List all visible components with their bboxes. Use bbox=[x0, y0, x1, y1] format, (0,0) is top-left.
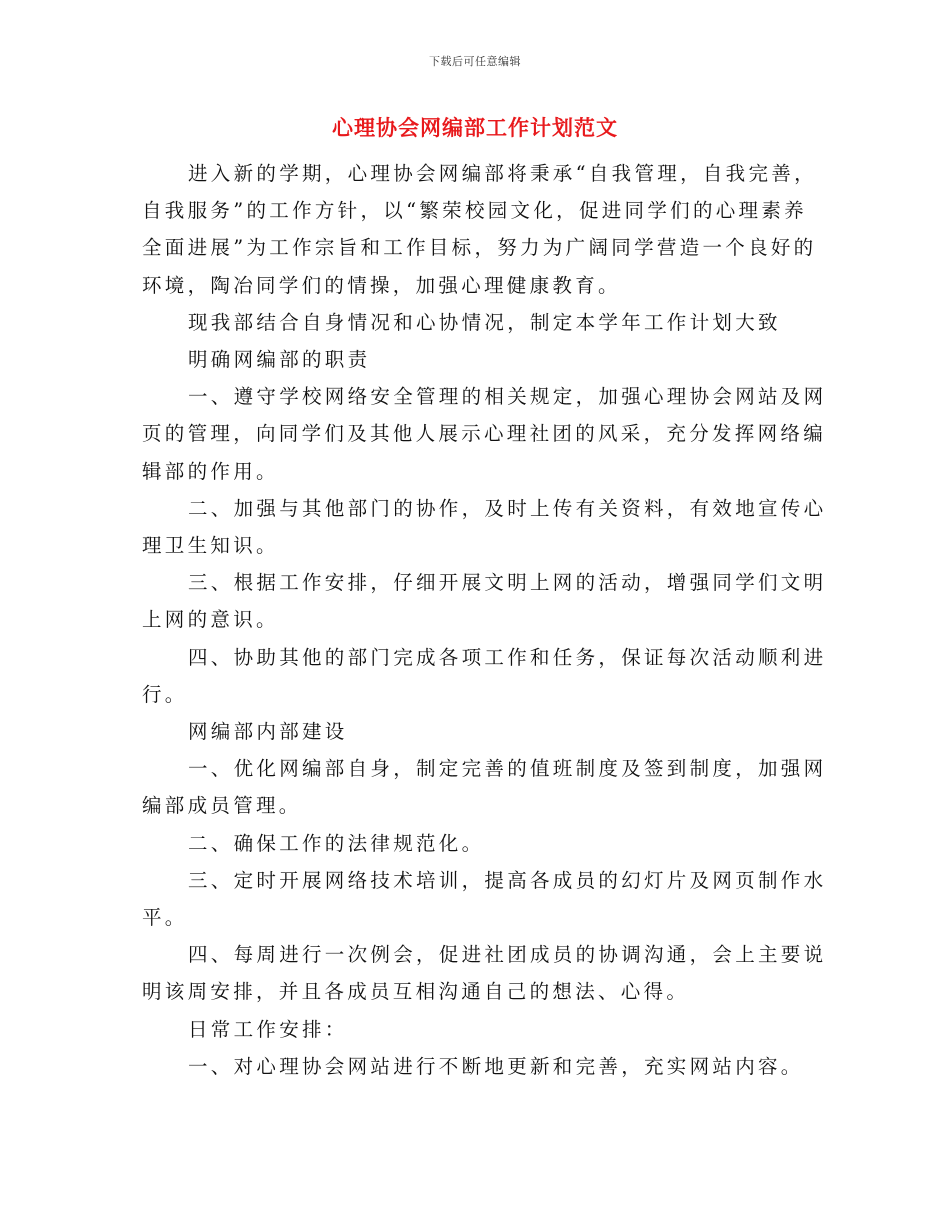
paragraph-line: 四、协助其他的部门完成各项工作和任务，保证每次活动顺利进 bbox=[188, 645, 827, 669]
document-body bbox=[142, 155, 827, 1085]
paragraph bbox=[142, 341, 798, 378]
paragraph bbox=[142, 564, 827, 638]
paragraph bbox=[142, 825, 798, 862]
paragraph-line: 一、优化网编部自身，制定完善的值班制度及签到制度，加强网 bbox=[188, 757, 827, 781]
paragraph bbox=[142, 304, 798, 341]
paragraph bbox=[142, 155, 817, 304]
paragraph-line: 平。 bbox=[142, 906, 188, 930]
paragraph-line: 网编部内部建设 bbox=[188, 720, 348, 744]
paragraph bbox=[142, 378, 827, 490]
paragraph-line: 辑部的作用。 bbox=[142, 459, 279, 483]
paragraph-line: 理卫生知识。 bbox=[142, 534, 279, 558]
paragraph-line: 一、遵守学校网络安全管理的相关规定，加强心理协会网站及网 bbox=[188, 385, 827, 409]
paragraph-line: 二、确保工作的法律规范化。 bbox=[188, 831, 485, 855]
paragraph-line: 环境，陶冶同学们的情操，加强心理健康教育。 bbox=[142, 273, 621, 297]
paragraph-line: 页的管理，向同学们及其他人展示心理社团的风采，充分发挥网络编 bbox=[142, 422, 827, 446]
paragraph-line: 自我服务”的工作方针，以“繁荣校园文化，促进同学们的心理素养 bbox=[142, 199, 807, 223]
paragraph-line: 二、加强与其他部门的协作，及时上传有关资料，有效地宣传心 bbox=[188, 496, 827, 520]
paragraph bbox=[142, 713, 798, 750]
paragraph bbox=[142, 1048, 804, 1085]
paragraph bbox=[142, 936, 827, 1010]
paragraph-line: 明确网编部的职责 bbox=[188, 348, 371, 372]
paragraph-line: 现我部结合自身情况和心协情况，制定本学年工作计划大致 bbox=[188, 310, 781, 334]
paragraph-line: 三、根据工作安排，仔细开展文明上网的活动，增强同学们文明 bbox=[188, 571, 827, 595]
document-title: 心理协会网编部工作计划范文 bbox=[332, 115, 618, 140]
paragraph-line: 三、定时开展网络技术培训，提高各成员的幻灯片及网页制作水 bbox=[188, 868, 827, 892]
paragraph-line: 明该周安排，并且各成员互相沟通自己的想法、心得。 bbox=[142, 980, 690, 1004]
paragraph-line: 上网的意识。 bbox=[142, 608, 279, 632]
paragraph-line: 四、每周进行一次例会，促进社团成员的协调沟通，会上主要说 bbox=[188, 943, 827, 967]
paragraph-line: 行。 bbox=[142, 682, 188, 706]
paragraph-line: 编部成员管理。 bbox=[142, 794, 302, 818]
paragraph bbox=[142, 862, 827, 936]
paragraph bbox=[142, 1011, 798, 1048]
paragraph-line: 一、对心理协会网站进行不断地更新和完善，充实网站内容。 bbox=[188, 1054, 804, 1078]
header-note: 下载后可任意编辑 bbox=[429, 55, 521, 68]
paragraph bbox=[142, 750, 827, 824]
paragraph-line: 进入新的学期，心理协会网编部将秉承“自我管理，自我完善， bbox=[188, 162, 817, 185]
paragraph bbox=[142, 490, 827, 564]
paragraph-line: 日常工作安排： bbox=[188, 1017, 348, 1041]
paragraph bbox=[142, 639, 827, 713]
paragraph-line: 全面进展”为工作宗旨和工作目标，努力为广阔同学营造一个良好的 bbox=[142, 236, 817, 260]
